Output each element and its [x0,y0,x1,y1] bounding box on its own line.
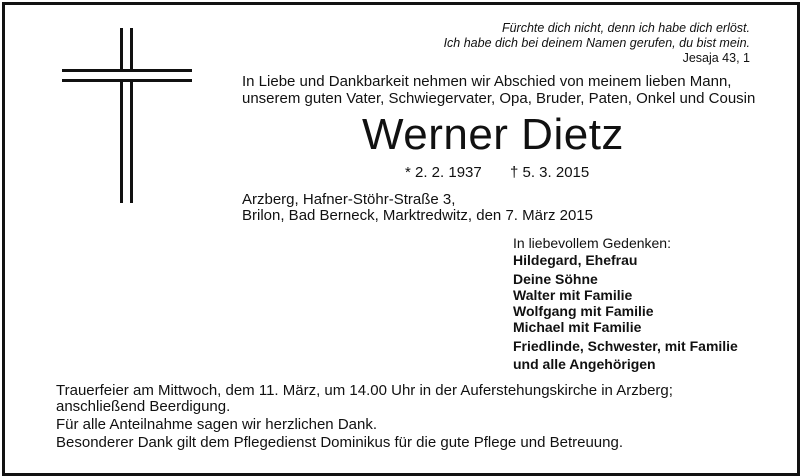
intro-line-1: In Liebe und Dankbarkeit nehmen wir Abschied von meinem lieben Mann, [242,73,732,90]
address-line-2: Brilon, Bad Berneck, Marktredwitz, den 7. März 2015 [242,207,593,224]
mourner-sister: Friedlinde, Schwester, mit Familie [513,338,738,354]
mourner-son-1: Walter mit Familie [513,287,633,303]
deceased-name: Werner Dietz [362,110,624,159]
mourner-wife: Hildegard, Ehefrau [513,252,638,268]
funeral-info-line-2: anschließend Beerdigung. [56,398,231,415]
thanks-line: Für alle Anteilnahme sagen wir herzlichen Dank. [56,416,377,433]
mourners-heading: In liebevollem Gedenken: [513,235,671,251]
death-date: † 5. 3. 2015 [510,164,590,181]
verse-line-1: Fürchte dich nicht, denn ich habe dich erlöst. [501,21,750,35]
funeral-info-line-1: Trauerfeier am Mittwoch, dem 11. März, um 14.00 Uhr in der Auferstehungskirche in Arzberg; [56,382,673,399]
mourner-relatives: und alle Angehörigen [513,356,656,372]
verse-reference: Jesaja 43, 1 [682,51,750,65]
mourner-son-3: Michael mit Familie [513,319,642,335]
mourner-sons-heading: Deine Söhne [513,271,598,287]
special-thanks-line: Besonderer Dank gilt dem Pflegedienst Dominikus für die gute Pflege und Betreuung. [56,434,624,451]
mourner-son-2: Wolfgang mit Familie [513,303,654,319]
birth-date: * 2. 2. 1937 [405,164,482,181]
verse-line-2: Ich habe dich bei deinem Namen gerufen, du bist mein. [443,36,750,50]
intro-line-2: unserem guten Vater, Schwiegervater, Opa, Bruder, Paten, Onkel und Cousin [242,90,756,107]
address-line-1: Arzberg, Hafner-Stöhr-Straße 3, [242,191,456,208]
